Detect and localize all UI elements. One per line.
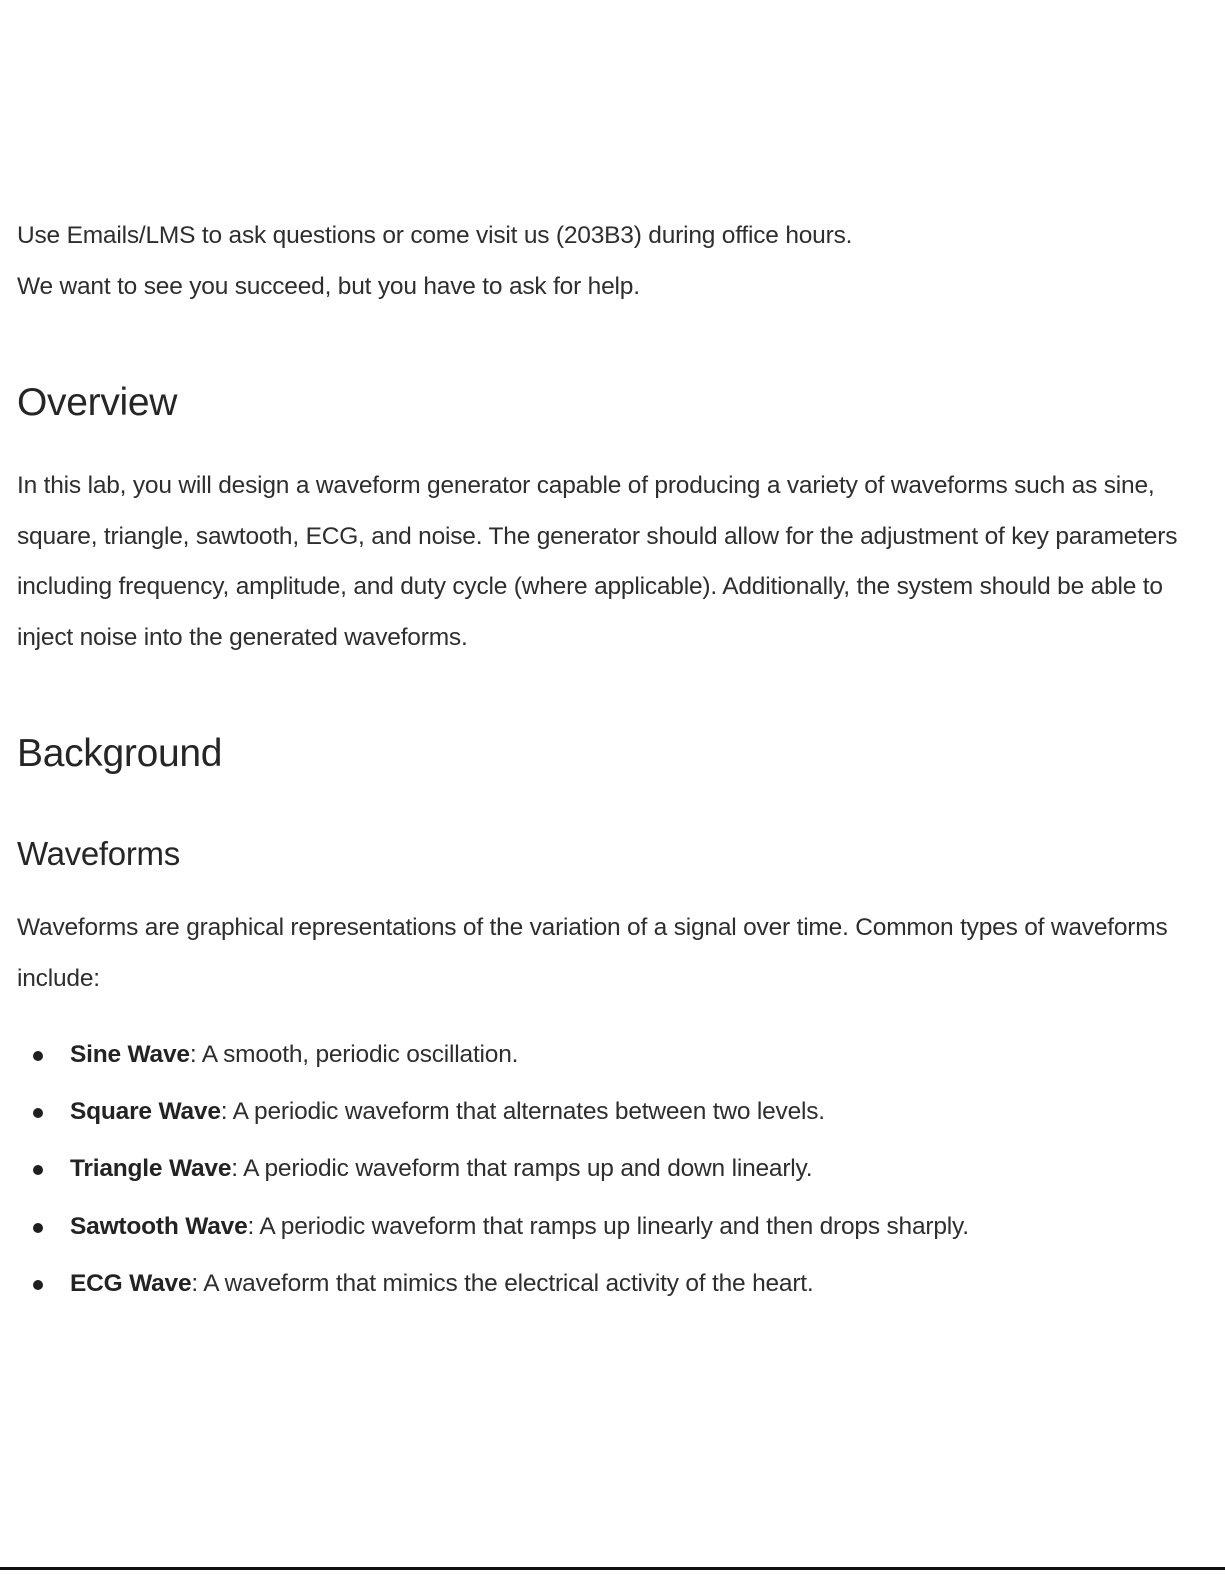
- intro-line-1: Use Emails/LMS to ask questions or come visit us (203B3) during office hours.: [17, 222, 853, 249]
- document-page: [17, 0, 1207, 1567]
- list-item-term: Sawtooth Wave: [70, 1212, 248, 1240]
- bottom-divider: [0, 1567, 1225, 1570]
- list-item-desc: : A periodic waveform that ramps up and down linearly.: [231, 1155, 813, 1183]
- list-item: [17, 1031, 1197, 1088]
- bullet-icon: [33, 1051, 43, 1061]
- list-item-desc: : A smooth, periodic oscillation.: [189, 1041, 519, 1068]
- list-item-term: Triangle Wave: [70, 1155, 232, 1183]
- list-item: [17, 1260, 1197, 1317]
- waveforms-heading: Waveforms: [17, 835, 180, 872]
- list-item-term: Square Wave: [70, 1098, 221, 1126]
- list-item: [17, 1203, 1197, 1260]
- list-item-desc: : A waveform that mimics the electrical activity of the heart.: [191, 1269, 814, 1297]
- list-item-term: Sine Wave: [70, 1041, 190, 1068]
- list-item-term: ECG Wave: [70, 1269, 192, 1297]
- bullet-icon: [33, 1280, 43, 1290]
- list-item-desc: : A periodic waveform that alternates between two levels.: [220, 1098, 825, 1126]
- list-item: [17, 1088, 1197, 1145]
- intro-paragraph: [17, 211, 852, 312]
- list-item: [17, 1145, 1197, 1202]
- list-item-desc: : A periodic waveform that ramps up linearly and then drops sharply.: [247, 1212, 969, 1240]
- bullet-icon: [33, 1108, 43, 1118]
- bullet-icon: [33, 1165, 43, 1175]
- overview-heading: Overview: [17, 381, 178, 424]
- background-heading: Background: [17, 732, 223, 775]
- overview-paragraph: In this lab, you will design a waveform generator capable of producing a variety of waveforms such as sine, square, triangle, sawtooth, ECG, and noise. The generator should allow for the adjustment of key parameters including frequency, amplitude, and duty cycle (where applicable). Additionally, the system should be able to inject noise into the generated waveforms.: [17, 472, 1178, 651]
- bullet-icon: [33, 1223, 43, 1233]
- waveform-list: [17, 1031, 1197, 1317]
- waveforms-paragraph: Waveforms are graphical representations of the variation of a signal over time. Common types of waveforms include:: [17, 914, 1168, 992]
- intro-line-2: We want to see you succeed, but you have to ask for help.: [17, 272, 640, 300]
